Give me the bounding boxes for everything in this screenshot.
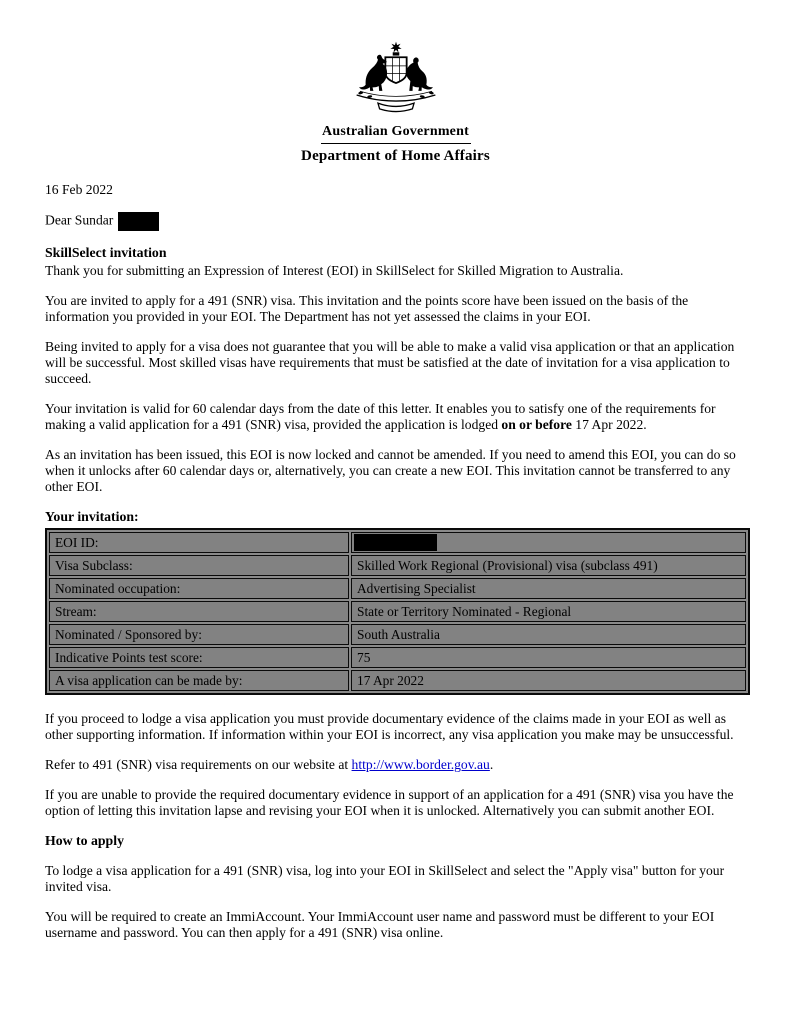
row-label: Nominated / Sponsored by: (49, 624, 349, 645)
crest-divider (321, 143, 471, 144)
row-value (351, 532, 746, 553)
row-label: EOI ID: (49, 532, 349, 553)
row-value: South Australia (351, 624, 746, 645)
validity-deadline-emphasis: on or before (501, 417, 572, 432)
salutation-text: Dear Sundar (45, 212, 114, 228)
validity-text-post: 17 Apr 2022. (571, 417, 647, 432)
para-documentary-evidence: If you proceed to lodge a visa application you must provide documentary evidence of the claims made in your EOI as well as other supporting information. If information within your EOI is incorrect, any visa application you make may be unsuccessful. (45, 711, 734, 743)
invitation-table (45, 528, 750, 695)
refer-text-pre: Refer to 491 (SNR) visa requirements on our website at (45, 757, 352, 773)
border-gov-link[interactable]: http://www.border.gov.au (351, 757, 490, 773)
coat-of-arms-icon (346, 40, 446, 122)
row-value: Advertising Specialist (351, 578, 746, 599)
para-validity (45, 401, 750, 433)
table-row (49, 601, 746, 622)
government-label: Australian Government (322, 124, 469, 139)
para-eoi-locked: As an invitation has been issued, this EOI is now locked and cannot be amended. If you need to amend this EOI, you can do so when it unlocks after 60 calendar days or, alternatively, you can create a new EOI. This invitation cannot be transferred to any other EOI. (45, 447, 736, 494)
letter-body (0, 164, 791, 941)
refer-text-post: . (489, 757, 494, 773)
row-label: Indicative Points test score: (49, 647, 349, 668)
table-row (49, 555, 746, 576)
para-refer-website (45, 757, 750, 773)
government-crest-block (0, 0, 791, 164)
validity-text-pre: Your invitation is valid for 60 calendar days from the date of this letter. It enables you to satisfy one of the requirements for making a valid application for a 491 (SNR) visa, provided the application is lodged (45, 401, 716, 432)
table-row (49, 578, 746, 599)
department-label: Department of Home Affairs (301, 148, 490, 164)
row-label: Stream: (49, 601, 349, 622)
para-immiaccount: You will be required to create an ImmiAccount. Your ImmiAccount user name and password must be different to your EOI username and password. You can then apply for a 491 (SNR) visa online. (45, 909, 715, 941)
letter-date: 16 Feb 2022 (45, 182, 113, 197)
redacted-eoi-id (354, 534, 437, 551)
salutation-line (45, 212, 750, 231)
para-no-guarantee: Being invited to apply for a visa does not guarantee that you will be able to make a valid visa application or that an application will be successful. Most skilled visas have requirements that must be satisfied at the date of invitation for a visa application to succeed. (45, 339, 735, 386)
heading-how-to-apply: How to apply (45, 833, 124, 849)
para-thank-you: Thank you for submitting an Expression of Interest (EOI) in SkillSelect for Skilled Migration to Australia. (45, 263, 624, 278)
row-value: Skilled Work Regional (Provisional) visa (subclass 491) (351, 555, 746, 576)
heading-your-invitation: Your invitation: (45, 509, 139, 524)
row-value: 75 (351, 647, 746, 668)
redacted-surname (118, 212, 159, 231)
table-row (49, 670, 746, 691)
table-row (49, 532, 746, 553)
row-label: Visa Subclass: (49, 555, 349, 576)
row-value: State or Territory Nominated - Regional (351, 601, 746, 622)
para-invitation-lapse: If you are unable to provide the required documentary evidence in support of an application for a 491 (SNR) visa you have the option of letting this invitation lapse and revising your EOI when it is unlocked. Alternatively you can submit another EOI. (45, 787, 734, 819)
table-row (49, 647, 746, 668)
para-lodge-application: To lodge a visa application for a 491 (SNR) visa, log into your EOI in SkillSelect and select the "Apply visa" button for your invited visa. (45, 863, 725, 895)
table-row (49, 624, 746, 645)
row-value: 17 Apr 2022 (351, 670, 746, 691)
para-invited-to-apply: You are invited to apply for a 491 (SNR) visa. This invitation and the points score have been issued on the basis of the information you provided in your EOI. The Department has not yet assessed the claims in your EOI. (45, 293, 689, 324)
heading-skillselect-invitation: SkillSelect invitation (45, 245, 167, 260)
row-label: A visa application can be made by: (49, 670, 349, 691)
row-label: Nominated occupation: (49, 578, 349, 599)
